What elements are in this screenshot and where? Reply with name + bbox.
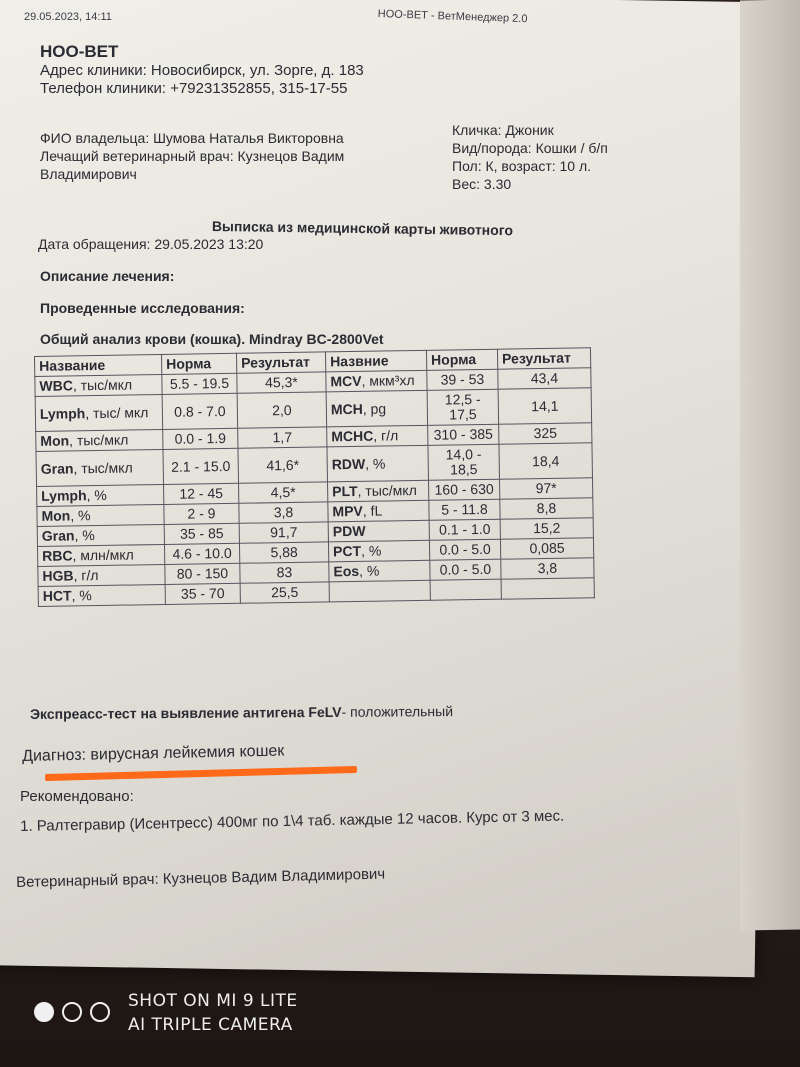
result-value: 1,7 (272, 428, 293, 446)
studies-heading: Проведенные исследования: (40, 300, 245, 316)
cell-param (36, 429, 163, 451)
camera-dot-icon (90, 1002, 110, 1022)
cell-norm-2 (428, 424, 499, 445)
pet-weight: Вес: 3.30 (452, 176, 512, 192)
cell-norm-2 (430, 559, 501, 580)
param-name: Gran (40, 459, 74, 477)
cell-result (239, 522, 328, 543)
col-header-name-2: Назвние (325, 350, 426, 372)
param-unit: , % (86, 486, 107, 504)
cell-param (37, 524, 164, 546)
param-unit: , мкм³хл (361, 372, 415, 389)
result-value: 0,085 (529, 539, 565, 557)
owner-name: ФИО владельца: Шумова Наталья Викторовна (40, 130, 344, 146)
norm-value: 12 - 45 (179, 485, 224, 502)
result-value: 2,0 (272, 401, 292, 418)
cell-norm (164, 483, 239, 504)
cell-norm-2 (429, 479, 500, 500)
camera-watermark-line-1: SHOT ON MI 9 LITE (128, 991, 298, 1011)
param-unit: , % (365, 454, 386, 472)
col-header-result-2: Результат (497, 348, 590, 369)
camera-dot-icon (34, 1002, 54, 1022)
result-value: 91,7 (270, 523, 298, 541)
cell-norm (164, 523, 239, 544)
col-header-norm: Норма (161, 353, 236, 374)
norm-value: 160 - 630 (434, 480, 494, 498)
norm-value: 39 - 53 (440, 370, 485, 388)
cell-param-2 (328, 500, 429, 522)
cell-result-2 (498, 368, 591, 389)
cell-param-2 (327, 445, 429, 482)
cell-norm (164, 503, 239, 524)
norm-value: 5 - 11.8 (441, 500, 488, 518)
norm-value: 0.1 - 1.0 (438, 520, 491, 538)
cell-result (239, 482, 328, 503)
norm-value: 0.8 - 7.0 (174, 402, 226, 420)
cell-param (35, 394, 163, 431)
cell-result-2 (499, 423, 592, 444)
clinic-name: НОО-ВЕТ (40, 42, 119, 61)
norm-value: 0.0 - 5.0 (439, 560, 492, 578)
norm-value: 80 - 150 (176, 564, 229, 582)
param-name: PCT (332, 542, 362, 560)
cell-result-2 (500, 498, 593, 519)
cell-result (238, 447, 328, 483)
recommended-heading: Рекомендовано: (20, 788, 134, 805)
cell-result-2 (500, 518, 593, 539)
express-test (30, 703, 453, 722)
param-unit: , тыс/мкл (357, 482, 417, 499)
cell-norm (164, 543, 239, 564)
software-name: НОО-ВЕТ - ВетМенеджер 2.0 (377, 8, 528, 26)
cell-norm (162, 373, 237, 394)
cell-norm (165, 563, 240, 584)
result-value: 41,6* (266, 456, 300, 473)
result-value: 3,8 (273, 503, 294, 521)
cell-param-2 (329, 580, 430, 602)
analysis-heading: Общий анализ крови (кошка). Mindray BC-2800Vet (40, 331, 384, 347)
param-name: Gran (41, 527, 75, 544)
cell-result-2 (500, 538, 593, 559)
result-value: 97* (535, 479, 557, 497)
cell-result (237, 372, 326, 393)
col-header-result: Результат (236, 352, 325, 373)
norm-value: 35 - 70 (180, 585, 225, 602)
cell-param-2 (329, 560, 430, 582)
norm-value: 14,0 - 18,5 (445, 445, 482, 478)
param-name: PLT (332, 482, 358, 500)
cell-param (37, 504, 164, 526)
cell-param (35, 374, 162, 396)
param-unit: , % (74, 527, 95, 544)
result-value: 25,5 (270, 583, 299, 601)
cell-result-2 (501, 558, 594, 579)
cell-result-2 (501, 578, 594, 599)
param-unit: , % (360, 542, 382, 559)
cell-result (238, 427, 327, 448)
vet-line-2: Владимирович (40, 166, 137, 182)
cell-param-2 (326, 370, 427, 392)
param-unit: , fL (362, 502, 383, 519)
result-value: 18,4 (531, 452, 560, 469)
result-value: 4,5* (270, 483, 296, 501)
result-value: 14,1 (531, 397, 559, 414)
cell-param (37, 544, 164, 566)
cell-norm-2 (429, 499, 500, 520)
param-name: Mon (40, 432, 70, 449)
cell-norm-2 (429, 539, 500, 560)
param-name: Eos (333, 562, 360, 580)
camera-dot-icon (62, 1002, 82, 1022)
cell-result (237, 392, 327, 428)
vet-line-1: Лечащий ветеринарный врач: Кузнецов Вадим (40, 148, 345, 164)
param-unit: , тыс/ мкл (85, 403, 149, 421)
param-unit: , г/л (373, 427, 399, 444)
blood-test-table (34, 347, 595, 607)
cell-param (38, 584, 165, 606)
camera-watermark-line-2: AI TRIPLE CAMERA (128, 1015, 293, 1035)
result-value: 45,3* (264, 373, 298, 391)
result-value: 83 (276, 563, 293, 581)
cell-param (36, 449, 164, 486)
cell-result (239, 502, 328, 523)
norm-value: 2 - 9 (187, 505, 216, 522)
param-name: RDW (331, 455, 366, 472)
cell-param (38, 564, 165, 586)
express-test-label: Экспреасс-тест на выявление антигена FeLV (30, 703, 342, 722)
cell-norm-2 (430, 579, 501, 600)
visit-date: Дата обращения: 29.05.2023 13:20 (38, 236, 264, 252)
cell-param-2 (328, 540, 429, 562)
cell-norm-2 (429, 519, 500, 540)
cell-norm (163, 448, 239, 484)
cell-norm (165, 583, 240, 604)
param-unit: , г/л (73, 567, 99, 584)
param-name: RBC (42, 547, 73, 564)
norm-value: 310 - 385 (433, 425, 493, 443)
param-unit: , % (358, 562, 380, 579)
paper-edge (740, 0, 800, 931)
param-name: HCT (42, 587, 72, 604)
diagnosis: Диагноз: вирусная лейкемия кошек (22, 742, 285, 765)
cell-param-2 (326, 390, 428, 427)
express-test-result: - положительный (341, 703, 454, 720)
param-unit: , тыс/мкл (72, 376, 133, 394)
document-title: Выписка из медицинской карты животного (211, 218, 514, 239)
cell-norm (163, 428, 238, 449)
pet-sex-age: Пол: К, возраст: 10 л. (452, 158, 592, 174)
norm-value: 35 - 85 (179, 525, 224, 542)
param-name: HGB (42, 567, 74, 584)
param-unit: , % (70, 507, 91, 524)
result-value: 3,8 (537, 559, 558, 577)
cell-param-2 (328, 480, 429, 502)
param-unit: , pg (362, 399, 387, 417)
param-name: Lymph (39, 404, 86, 422)
norm-value: 2.1 - 15.0 (171, 457, 231, 475)
cell-result-2 (499, 443, 593, 479)
cell-norm-2 (427, 389, 499, 425)
param-name: MCHC (331, 427, 374, 445)
signature: Ветеринарный врач: Кузнецов Вадим Владимирович (16, 865, 386, 891)
param-name: WBC (39, 377, 74, 394)
result-value: 5,88 (270, 543, 298, 561)
cell-norm (162, 393, 238, 429)
result-value: 15,2 (533, 519, 561, 537)
cell-result-2 (499, 478, 592, 499)
clinic-phone: Телефон клиники: +79231352855, 315-17-55 (40, 80, 348, 97)
param-unit: , тыс/мкл (68, 431, 129, 449)
col-header-name: Название (35, 354, 162, 376)
param-name: PDW (332, 522, 366, 540)
cell-param-2 (327, 425, 428, 447)
clinic-address: Адрес клиники: Новосибирск, ул. Зорге, д. 183 (40, 62, 364, 79)
norm-value: 0.0 - 5.0 (439, 540, 491, 558)
norm-value: 12,5 - 17,5 (444, 390, 481, 423)
cell-result-2 (498, 388, 592, 424)
pet-species: Вид/порода: Кошки / б/п (452, 140, 608, 156)
param-name: MCV (330, 372, 362, 390)
result-value: 325 (533, 424, 558, 442)
norm-value: 4.6 - 10.0 (172, 544, 232, 562)
param-unit: , % (71, 587, 92, 604)
cell-result (240, 582, 329, 603)
recommended-item-1: 1. Ралтегравир (Исентресс) 400мг по 1\4 таб. каждые 12 часов. Курс от 3 мес. (20, 807, 565, 835)
pet-nickname: Кличка: Джоник (452, 122, 554, 138)
treatment-heading: Описание лечения: (40, 268, 175, 284)
param-name: Lymph (41, 487, 87, 504)
cell-param (37, 484, 164, 506)
param-name: MPV (332, 502, 363, 520)
result-value: 8,8 (536, 499, 557, 517)
cell-param-2 (328, 520, 429, 542)
param-unit: , млн/мкл (72, 546, 134, 564)
cell-norm-2 (427, 369, 498, 390)
param-unit: , тыс/мкл (73, 458, 133, 476)
cell-result (239, 542, 328, 563)
param-name: MCH (330, 400, 363, 417)
cell-norm-2 (428, 444, 500, 480)
col-header-norm-2: Норма (426, 349, 497, 370)
norm-value: 5.5 - 19.5 (169, 374, 230, 392)
result-value: 43,4 (530, 369, 559, 387)
norm-value: 0.0 - 1.9 (174, 429, 227, 447)
print-datetime: 29.05.2023, 14:11 (24, 11, 112, 23)
cell-result (240, 562, 329, 583)
param-name: Mon (41, 507, 71, 524)
